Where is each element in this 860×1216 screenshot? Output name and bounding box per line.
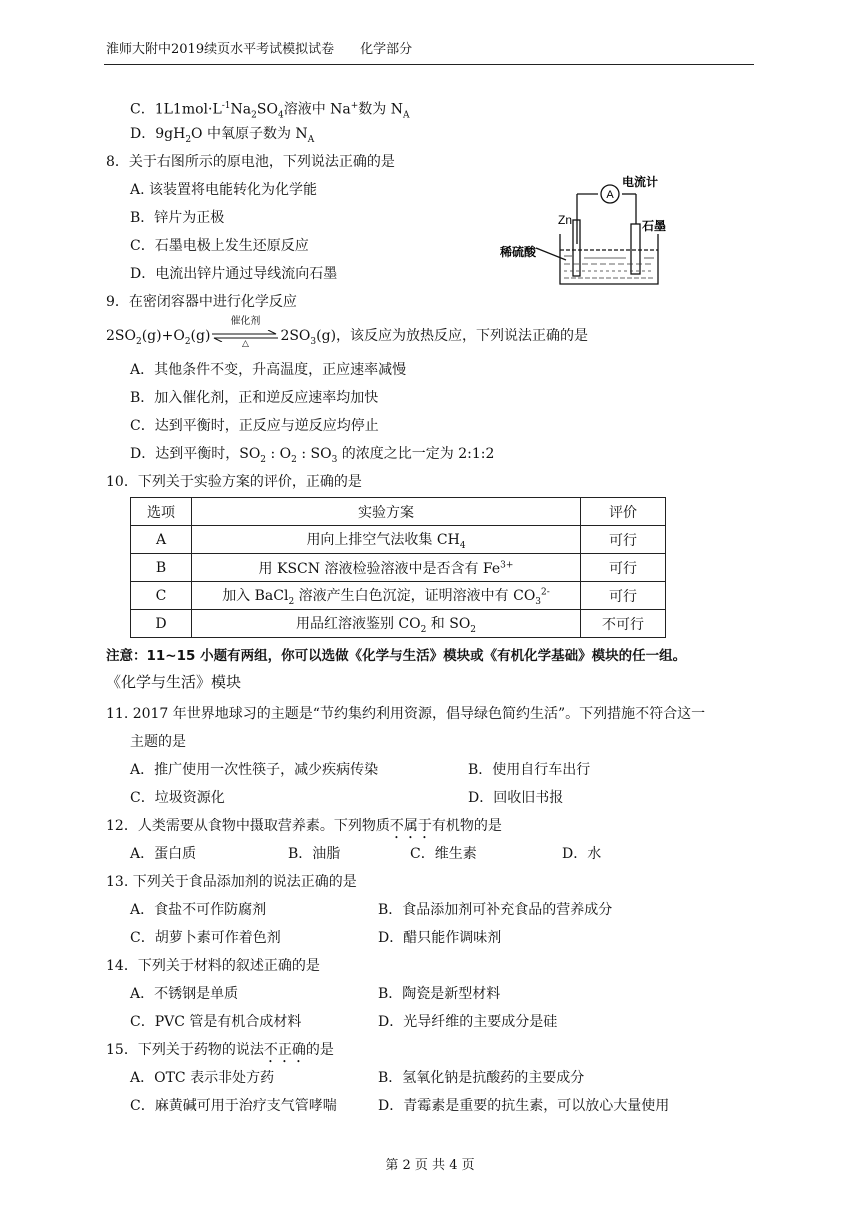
table-header-row	[131, 498, 666, 526]
page-header: 淮师大附中2019续页水平考试模拟试卷 化学部分	[106, 42, 413, 57]
q9-stem: 9．在密闭容器中进行化学反应	[106, 294, 297, 310]
table-row	[131, 554, 666, 582]
q15-emphasis: 不正确	[263, 1042, 306, 1058]
q15-stem-text: 15．下列关于药物的说法	[106, 1042, 264, 1058]
cell-plan: 用品红溶液鉴别 $CO_2$ 和 $SO_2$	[192, 610, 581, 638]
cell-plan: 加入 BaCl$_2$ 溶液产生白色沉淀，证明溶液中有 $CO_3^{2-}$	[192, 582, 581, 610]
q12-option-d: D．水	[562, 846, 602, 862]
q8-option-a: A. 该装置将电能转化为化学能	[130, 182, 318, 198]
q12-option-a: A．蛋白质	[130, 846, 197, 862]
equation-reactants: $2SO_2(g)+O_2(g)$	[106, 328, 211, 347]
cell-plan: 用向上排空气法收集 $CH_4$	[192, 526, 581, 554]
q12-option-c: C．维生素	[410, 846, 477, 862]
cell-evaluation: 可行	[581, 526, 666, 554]
q13-option-d: D．醋只能作调味剂	[378, 930, 502, 946]
q15-option-b: B．氢氧化钠是抗酸药的主要成分	[378, 1070, 585, 1086]
header-rule	[104, 64, 754, 65]
q15-stem	[106, 1040, 334, 1066]
q11-stem-line1: 11. 2017 年世界地球习的主题是“节约集约利用资源，倡导绿色简约生活”。下列措施不符合这一	[106, 706, 706, 722]
q12-stem	[106, 816, 502, 842]
header-evaluation: 评价	[581, 498, 666, 526]
cell-option: A	[131, 526, 192, 554]
ammeter-label: 电流计	[622, 175, 659, 189]
header-option: 选项	[131, 498, 192, 526]
header-plan: 实验方案	[192, 498, 581, 526]
q13-stem: 13. 下列关于食品添加剂的说法正确的是	[106, 874, 357, 890]
q14-stem: 14．下列关于材料的叙述正确的是	[106, 958, 320, 974]
table-row	[131, 526, 666, 554]
q15-option-c: C．麻黄碱可用于治疗支气管哮喘	[130, 1098, 337, 1114]
acid-label: 稀硫酸	[500, 245, 537, 259]
zinc-label: Zn	[558, 213, 573, 227]
cell-plan: 用 KSCN 溶液检验溶液中是否含有 $Fe^{3+}$	[192, 554, 581, 582]
q11-stem-line2: 主题的是	[130, 734, 186, 750]
q10-table	[130, 497, 666, 638]
cell-option: C	[131, 582, 192, 610]
q12-option-b: B．油脂	[288, 846, 341, 862]
q15-option-d: D．青霉素是重要的抗生素，可以放心大量使用	[378, 1098, 670, 1114]
q8-stem: 8．关于右图所示的原电池，下列说法正确的是	[106, 154, 395, 170]
cell-evaluation: 可行	[581, 554, 666, 582]
cell-option: D	[131, 610, 192, 638]
q11-option-b: B．使用自行车出行	[468, 762, 591, 778]
cell-evaluation: 可行	[581, 582, 666, 610]
q10-stem: 10．下列关于实验方案的评价，正确的是	[106, 474, 362, 490]
cell-evaluation: 不可行	[581, 610, 666, 638]
reversible-arrow	[210, 316, 280, 349]
catalyst-label: 催化剂	[230, 316, 261, 327]
q9-option-b: B．加入催化剂，正和逆反应速率均加快	[130, 390, 379, 406]
q14-option-c: C．PVC 管是有机合成材料	[130, 1014, 302, 1030]
q13-option-c: C．胡萝卜素可作着色剂	[130, 930, 281, 946]
q7-option-d: D．$9gH_2O$ 中氧原子数为 $N_A$	[130, 126, 315, 145]
q11-option-a: A．推广使用一次性筷子，减少疾病传染	[130, 762, 379, 778]
graphite-label: 石墨	[642, 219, 667, 233]
q8-option-d: D．电流出锌片通过导线流向石墨	[130, 266, 338, 282]
note: 注意：11~15 小题有两组，你可以选做《化学与生活》模块或《有机化学基础》模块的任一组。	[106, 648, 687, 664]
q11-option-d: D．回收旧书报	[468, 790, 564, 806]
q12-stem-text: 12．人类需要从食物中摄取营养素。下列物质	[106, 818, 390, 834]
q11-option-c: C．垃圾资源化	[130, 790, 225, 806]
q13-option-a: A．食盐不可作防腐剂	[130, 902, 267, 918]
heat-symbol: △	[241, 339, 249, 349]
q8-option-c: C．石墨电极上发生还原反应	[130, 238, 309, 254]
galvanic-cell-figure	[500, 172, 680, 294]
q15-stem-tail: 的是	[305, 1042, 334, 1058]
q12-emphasis: 不属于	[389, 818, 432, 834]
q14-option-a: A．不锈钢是单质	[130, 986, 239, 1002]
ammeter-symbol: A	[606, 189, 614, 201]
q7-option-c: C．$1L1mol\cdot L^{-1}Na_2SO_4$溶液中 Na+数为 $N_A$	[130, 101, 410, 121]
module-title: 《化学与生活》模块	[106, 673, 242, 691]
q9-equation	[106, 316, 589, 352]
q8-option-b: B．锌片为正极	[130, 210, 225, 226]
cell-option: B	[131, 554, 192, 582]
q14-option-d: D．光导纤维的主要成分是硅	[378, 1014, 558, 1030]
q9-option-a: A．其他条件不变，升高温度，正应速率减慢	[130, 362, 407, 378]
q15-option-a: A．OTC 表示非处方药	[130, 1070, 275, 1086]
q13-option-b: B．食品添加剂可补充食品的营养成分	[378, 902, 613, 918]
q14-option-b: B．陶瓷是新型材料	[378, 986, 501, 1002]
q12-stem-tail: 有机物的是	[431, 818, 502, 834]
table-row	[131, 610, 666, 638]
table-row	[131, 582, 666, 610]
q9-option-c: C．达到平衡时，正反应与逆反应均停止	[130, 418, 379, 434]
equation-products: $2SO_3(g)$，该反应为放热反应，下列说法正确的是	[280, 328, 589, 347]
q9-option-d: D．达到平衡时，$SO_2$ : $O_2$ : $SO_3$ 的浓度之比一定为 2:1:2	[130, 446, 495, 465]
page-footer: 第 2 页 共 4 页	[385, 1158, 475, 1173]
